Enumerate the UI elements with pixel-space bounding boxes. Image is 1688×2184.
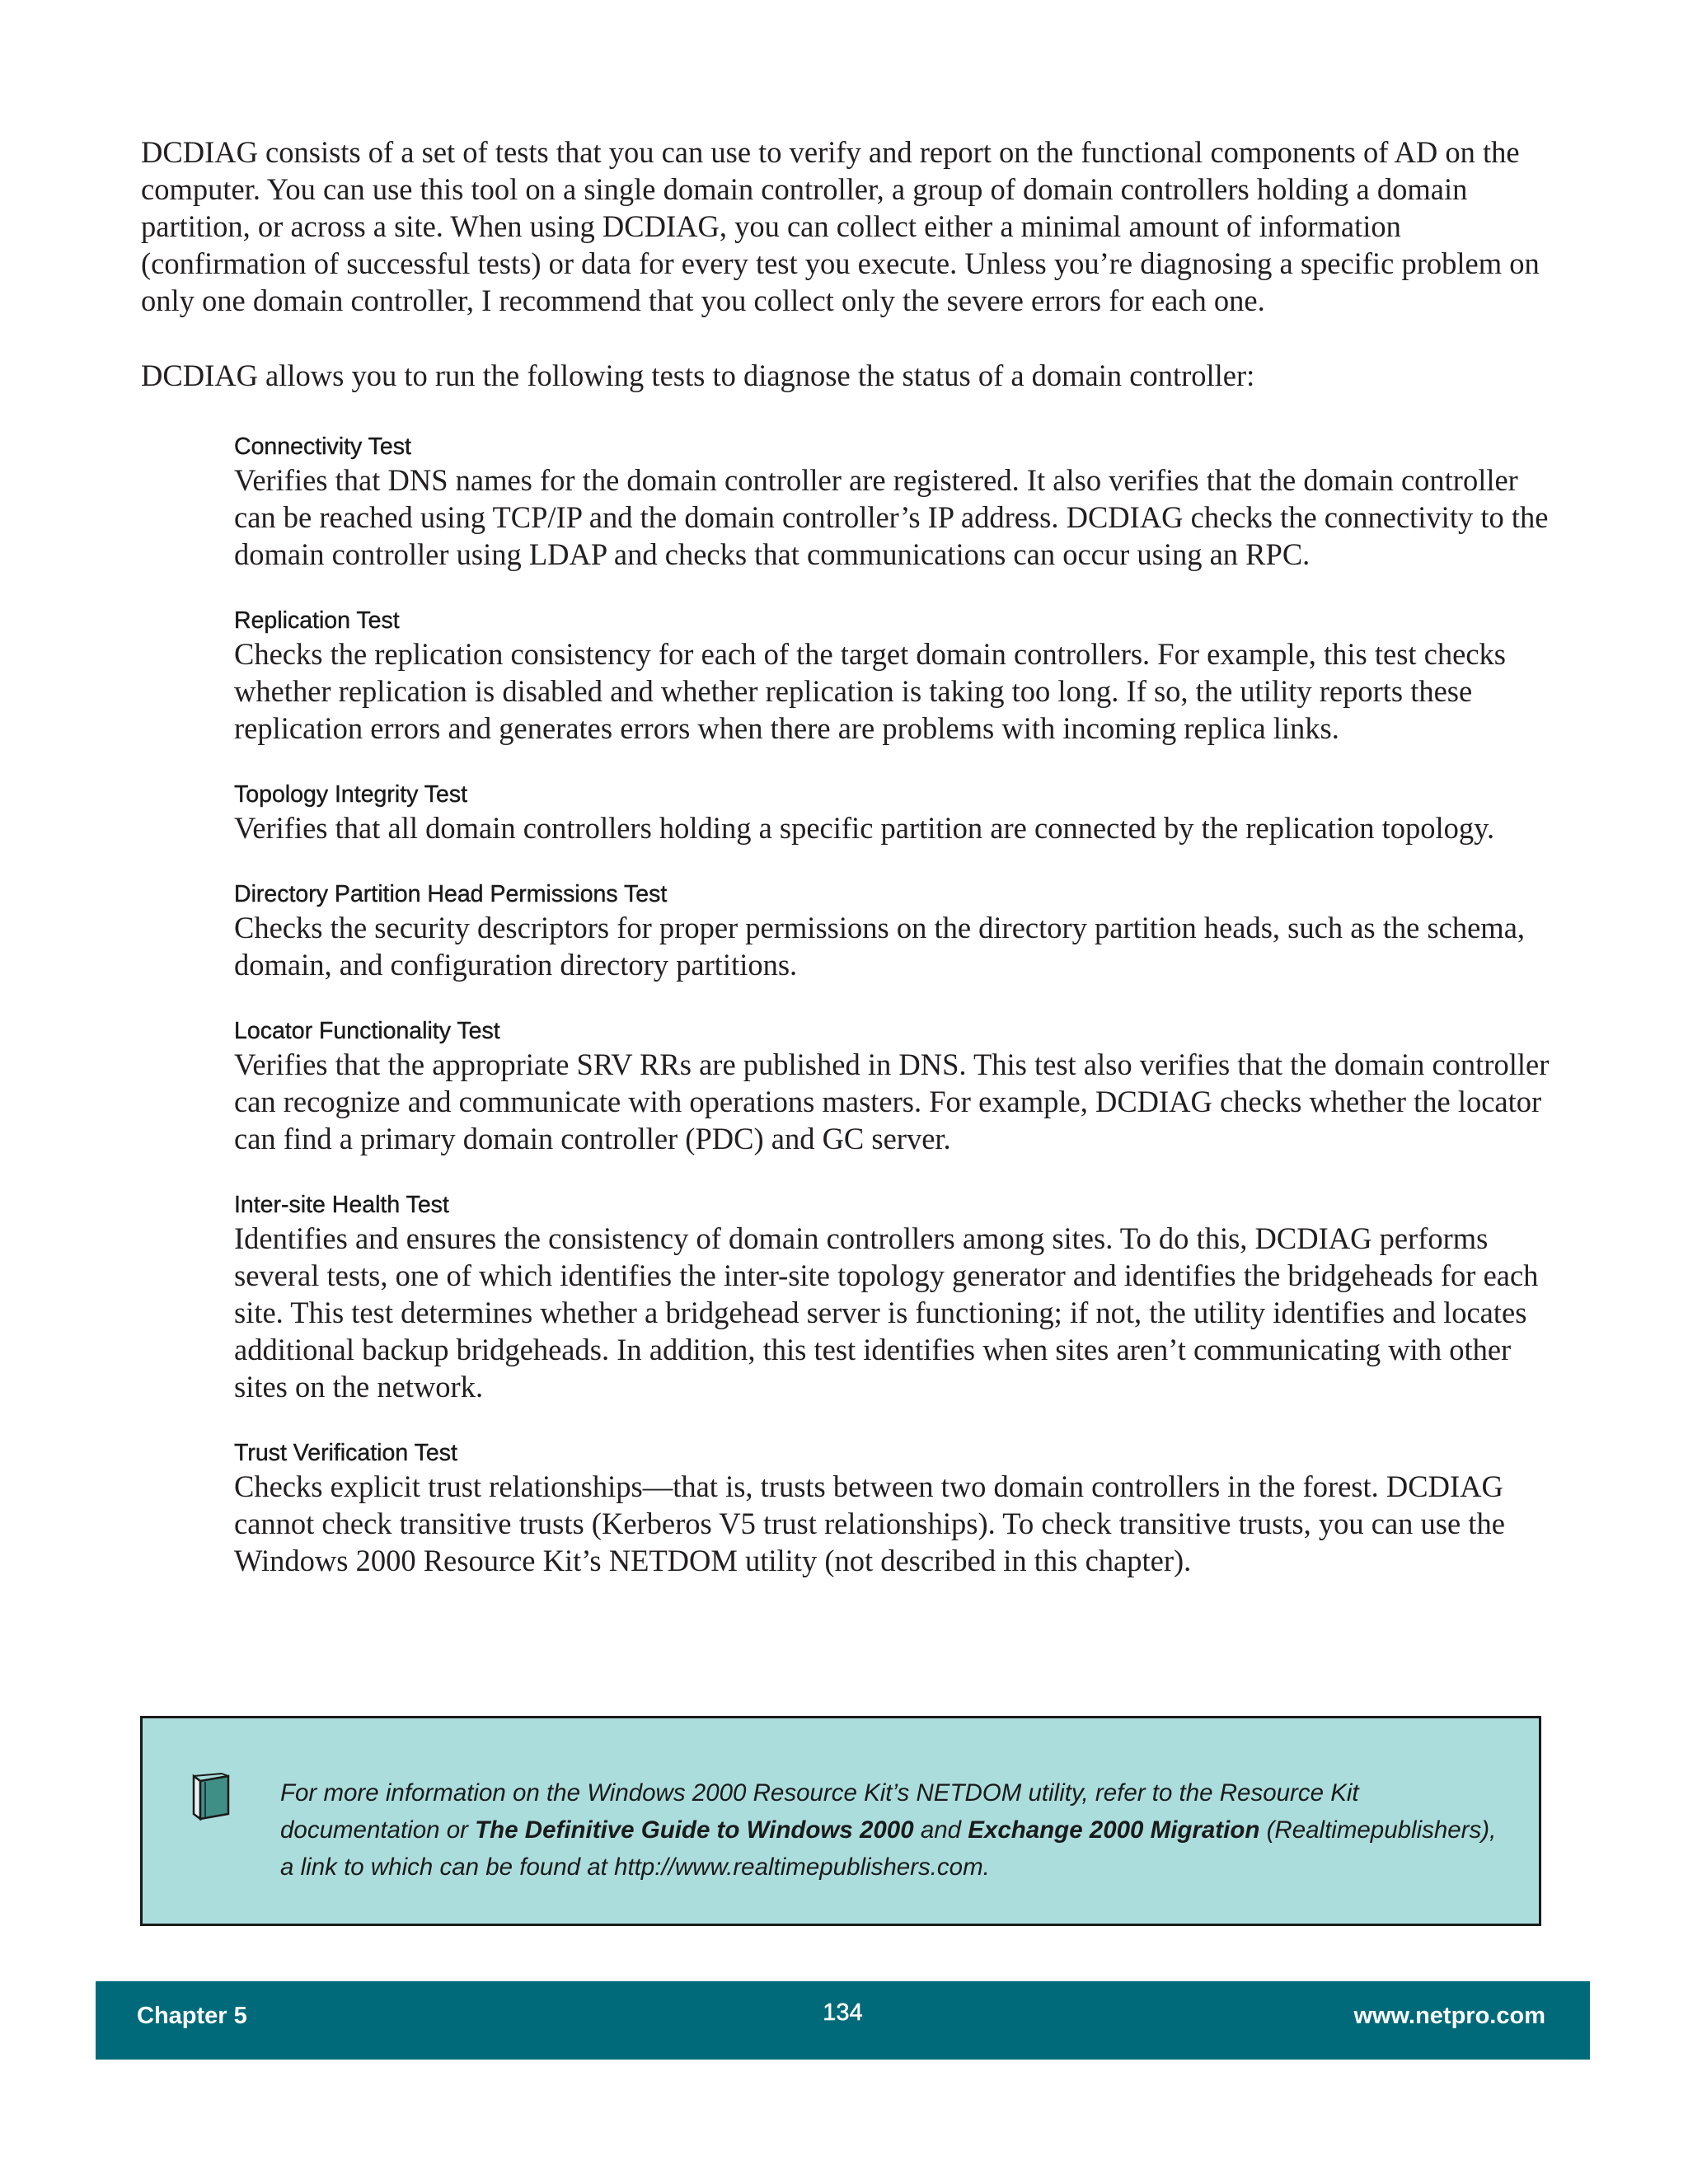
test-description: Checks explicit trust relationships—that is, trusts between two domain controllers in the forest. DCDIAG cannot check transitive trusts (Kerberos V5 trust relationships). To check transitive trusts, you can use the Windows 2000 Resource Kit’s NETDOM utility (not described in this chapter). xyxy=(234,1469,1505,1577)
test-heading: Directory Partition Head Permissions Test xyxy=(234,881,668,907)
test-heading: Topology Integrity Test xyxy=(234,781,468,808)
note-box xyxy=(140,1716,1541,1926)
test-heading: Inter-site Health Test xyxy=(234,1192,449,1218)
test-description: Verifies that all domain controllers holding a specific partition are connected by the replication topology. xyxy=(234,811,1495,845)
test-heading: Replication Test xyxy=(234,607,400,634)
test-item-replication xyxy=(234,607,1563,747)
note-text-start: For more information on the Windows 2000 Resource Kit’s NETDOM utility, refer to the Resource Kit documentation or xyxy=(280,1779,1359,1844)
test-description: Identifies and ensures the consistency of domain controllers among sites. To do this, DCDIAG performs several tests, one of which identifies the inter-site topology generator and identifies the bridgeheads for each site. This test determines whether a bridgehead server is functioning; if not, the utility identifies and locates additional backup bridgeheads. In addition, this test identifies when sites aren’t communicating with other sites on the network. xyxy=(234,1221,1539,1404)
test-description: Verifies that DNS names for the domain controller are registered. It also verifies that the domain controller can be reached using TCP/IP and the domain controller’s IP address. DCDIAG checks the connectivity to the domain controller using LDAP and checks that communications can occur using an RPC. xyxy=(234,463,1549,571)
test-heading: Locator Functionality Test xyxy=(234,1018,500,1044)
test-item-inter-site-health xyxy=(234,1191,1563,1405)
test-item-connectivity xyxy=(234,433,1563,573)
note-text-end: (Realtimepublishers), a link to which can be found at http://www.realtimepublishers.com. xyxy=(280,1816,1497,1881)
footer-website: www.netpro.com xyxy=(1353,2003,1545,2029)
page-footer xyxy=(96,1981,1590,2060)
test-list xyxy=(234,433,1563,1579)
note-book-title-2: Exchange 2000 Migration xyxy=(968,1816,1260,1844)
intro-paragraph-1: DCDIAG consists of a set of tests that you can use to verify and report on the functional components of AD on the computer. You can use this tool on a single domain controller, a group of domain controllers holding a domain partition, or across a site. When using DCDIAG, you can collect either a minimal amount of information (confirmation of successful tests) or data for every test you execute. Unless you’re diagnosing a specific problem on only one domain controller, I recommend that you collect only the severe errors for each one. xyxy=(141,135,1540,317)
book-icon xyxy=(190,1773,233,1822)
intro-paragraph-2: DCDIAG allows you to run the following tests to diagnose the status of a domain controller: xyxy=(141,359,1255,392)
test-description: Verifies that the appropriate SRV RRs are published in DNS. This test also verifies that the domain controller can recognize and communicate with operations masters. For example, DCDIAG checks whether the locator can find a primary domain controller (PDC) and GC server. xyxy=(234,1047,1550,1155)
test-heading: Trust Verification Test xyxy=(234,1440,457,1466)
note-book-title-1: The Definitive Guide to Windows 2000 xyxy=(475,1816,914,1844)
note-text xyxy=(280,1774,1500,1886)
footer-page-number: 134 xyxy=(823,1999,863,2026)
test-item-partition-head-permissions xyxy=(234,880,1563,983)
test-item-trust-verification xyxy=(234,1439,1563,1579)
footer-chapter: Chapter 5 xyxy=(137,2003,247,2029)
test-item-topology-integrity xyxy=(234,780,1563,846)
note-text-middle: and xyxy=(913,1816,968,1844)
test-description: Checks the replication consistency for each of the target domain controllers. For example, this test checks whether replication is disabled and whether replication is taking too long. If so, the utility reports these replication errors and generates errors when there are problems with incoming replica links. xyxy=(234,637,1506,745)
test-heading: Connectivity Test xyxy=(234,434,411,460)
test-description: Checks the security descriptors for proper permissions on the directory partition heads, such as the schema, domain, and configuration directory partitions. xyxy=(234,911,1526,982)
test-item-locator-functionality xyxy=(234,1017,1563,1157)
